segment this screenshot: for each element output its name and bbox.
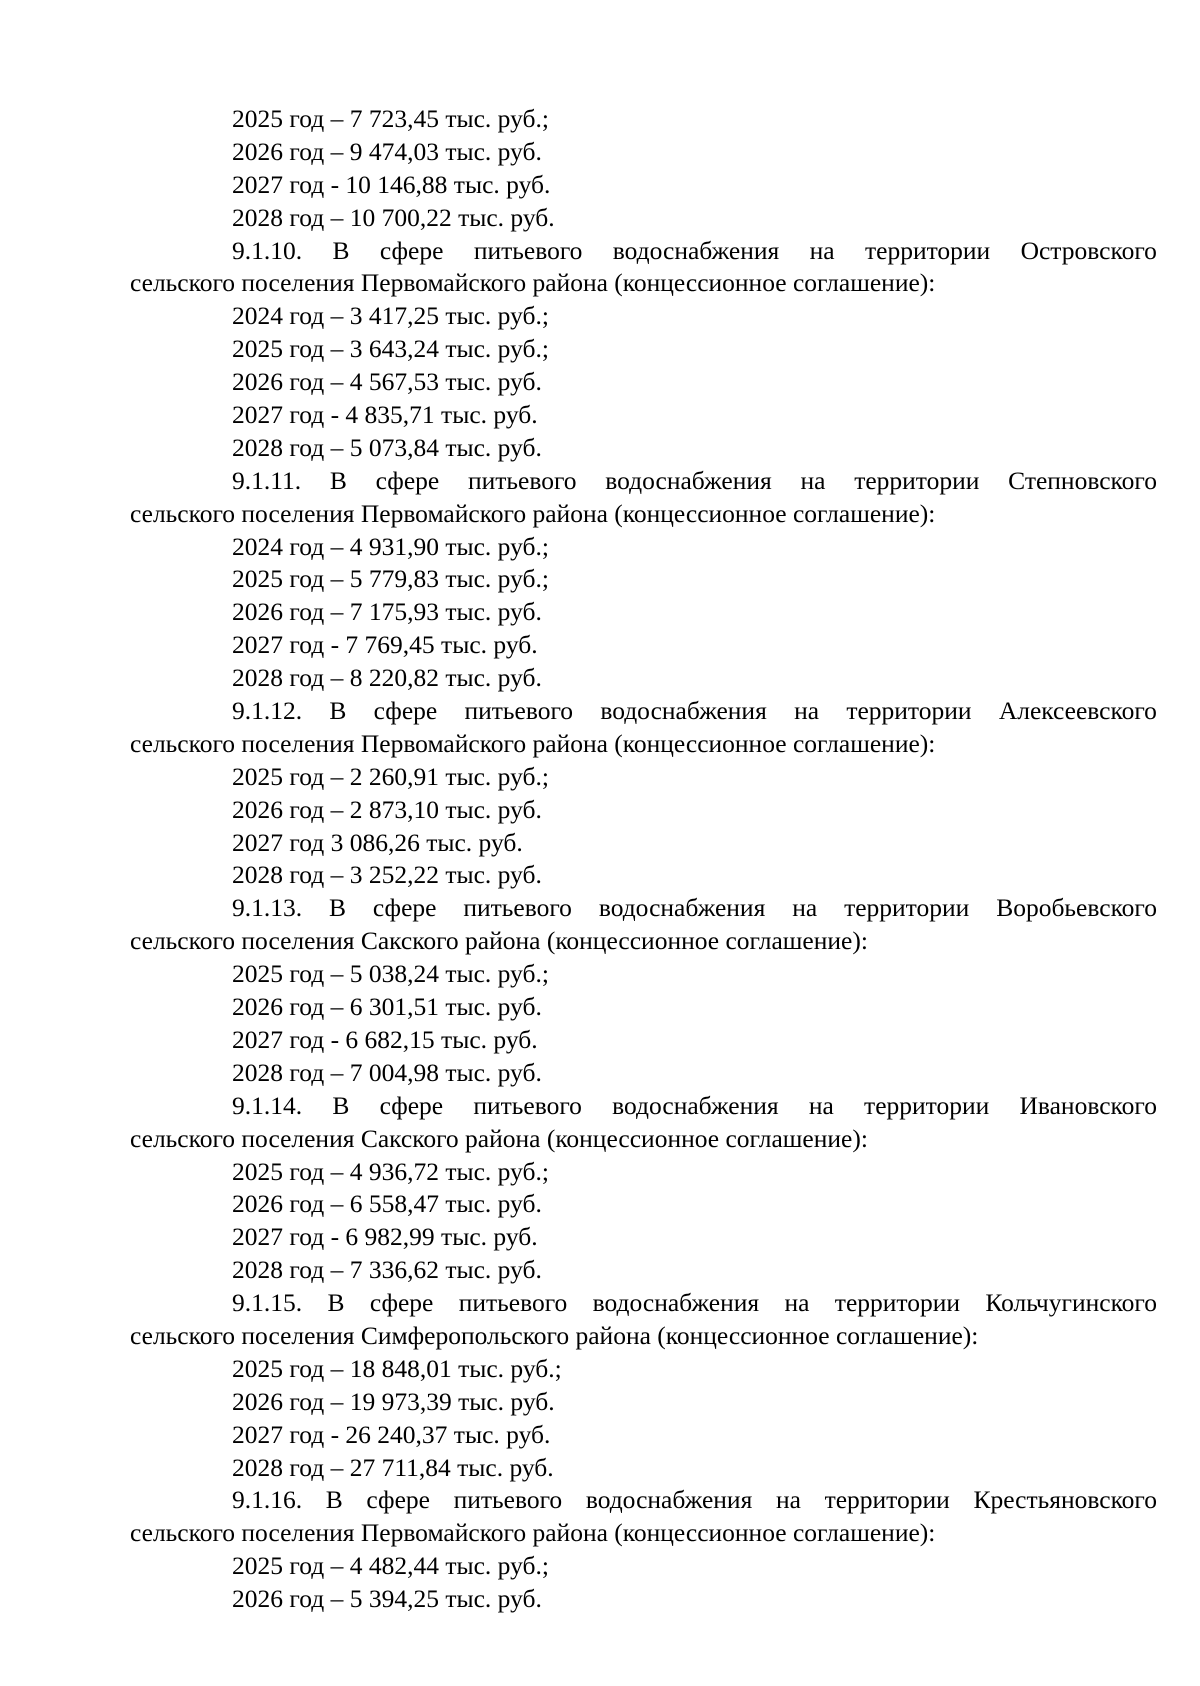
heading-word: территории [854,465,980,495]
section-block [130,1287,1157,1484]
heading-word: на [775,1485,801,1515]
heading-word: 9.1.15. [232,1288,303,1318]
amount-line: 2026 год – 9 474,03 тыс. руб. [232,136,542,166]
heading-word: на [800,465,826,495]
section-heading-continuation: сельского поселения Симферопольского района (концессионное соглашение): [130,1320,979,1350]
amount-line: 2025 год – 4 936,72 тыс. руб.; [232,1156,549,1186]
amount-line: 2028 год – 7 336,62 тыс. руб. [232,1255,542,1285]
heading-word: В [332,1090,350,1120]
amount-line: 2025 год – 18 848,01 тыс. руб.; [232,1353,562,1383]
amount-line: 2024 год – 4 931,90 тыс. руб.; [232,531,549,561]
amount-line: 2025 год – 5 779,83 тыс. руб.; [232,564,549,594]
document-page [130,103,1157,1616]
amount-line: 2028 год – 5 073,84 тыс. руб. [232,432,542,462]
amount-line: 2025 год – 7 723,45 тыс. руб.; [232,104,549,133]
heading-word: сфере [375,465,440,495]
amount-line: 2026 год – 4 567,53 тыс. руб. [232,367,542,397]
heading-word: В [332,235,350,265]
heading-word: питьевого [467,465,577,495]
heading-word: водоснабжения [605,465,772,495]
section-heading [130,465,1157,498]
section-heading [130,1287,1157,1320]
heading-word: сфере [372,893,437,923]
amount-line: 2027 год - 10 146,88 тыс. руб. [232,169,551,199]
amount-line: 2025 год – 2 260,91 тыс. руб.; [232,761,549,791]
heading-word: 9.1.16. [232,1485,303,1515]
section-heading [130,1484,1157,1517]
heading-word: Алексеевского [998,696,1157,726]
heading-word: водоснабжения [612,1090,779,1120]
section-heading [130,695,1157,728]
amount-line: 2028 год – 3 252,22 тыс. руб. [232,860,542,890]
section-heading-continuation: сельского поселения Сакского района (концессионное соглашение): [130,1123,868,1153]
heading-word: территории [834,1288,961,1318]
amount-line: 2025 год – 3 643,24 тыс. руб.; [232,334,549,364]
amount-line: 2026 год – 6 558,47 тыс. руб. [232,1189,542,1219]
section-heading-continuation: сельского поселения Первомайского района (концессионное соглашение): [130,498,936,528]
section-heading-continuation: сельского поселения Сакского района (концессионное соглашение): [130,926,868,956]
heading-word: территории [844,893,970,923]
amount-line: 2028 год – 8 220,82 тыс. руб. [232,663,542,693]
heading-word: питьевого [473,1090,582,1120]
heading-word: водоснабжения [592,1288,760,1318]
section-block [130,235,1157,465]
section-heading-continuation: сельского поселения Первомайского района (концессионное соглашение): [130,268,936,298]
heading-word: территории [824,1485,950,1515]
heading-word: В [325,1485,343,1515]
amount-line: 2027 год - 4 835,71 тыс. руб. [232,400,538,430]
heading-word: В [327,1288,345,1318]
heading-word: Ивановского [1019,1090,1157,1120]
amount-line: 2025 год – 4 482,44 тыс. руб.; [232,1551,549,1581]
heading-word: сфере [379,235,444,265]
heading-word: 9.1.14. [232,1090,303,1120]
section-heading [130,1090,1157,1123]
section-block [130,465,1157,695]
section-block [130,892,1157,1089]
amount-line: 2027 год - 6 982,99 тыс. руб. [232,1222,538,1252]
section-heading-continuation: сельского поселения Первомайского района (концессионное соглашение): [130,728,936,758]
heading-word: 9.1.10. [232,235,303,265]
heading-word: питьевого [464,696,574,726]
heading-word: водоснабжения [600,696,767,726]
heading-word: на [794,696,820,726]
heading-word: на [809,235,835,265]
heading-word: питьевого [473,235,583,265]
heading-word: В [329,465,347,495]
heading-word: Островского [1020,235,1157,265]
heading-word: сфере [369,1288,434,1318]
sections-list [130,235,1157,1616]
heading-word: на [792,893,818,923]
heading-word: 9.1.11. [232,465,302,495]
section-block [130,1090,1157,1287]
heading-word: Степновского [1008,465,1157,495]
amount-line: 2026 год – 5 394,25 тыс. руб. [232,1584,542,1614]
section-block [130,1484,1157,1616]
heading-word: территории [864,235,991,265]
section-heading [130,235,1157,268]
heading-word: Воробьевского [996,893,1157,923]
amount-line: 2026 год – 2 873,10 тыс. руб. [232,794,542,824]
heading-word: водоснабжения [598,893,766,923]
heading-word: Кольчугинского [985,1288,1157,1318]
amount-line: 2028 год – 27 711,84 тыс. руб. [232,1452,554,1482]
amount-line: 2025 год – 5 038,24 тыс. руб.; [232,959,549,989]
heading-word: Крестьяновского [973,1485,1157,1515]
section-heading-continuation: сельского поселения Первомайского района (концессионное соглашение): [130,1518,936,1548]
section-heading [130,892,1157,925]
heading-word: водоснабжения [612,235,780,265]
amount-line: 2026 год – 19 973,39 тыс. руб. [232,1386,555,1416]
amount-line: 2024 год – 3 417,25 тыс. руб.; [232,301,549,331]
heading-word: территории [846,696,972,726]
heading-word: В [329,696,347,726]
amount-line: 2027 год - 6 682,15 тыс. руб. [232,1024,538,1054]
heading-word: сфере [366,1485,430,1515]
heading-word: водоснабжения [585,1485,753,1515]
amount-line: 2027 год - 26 240,37 тыс. руб. [232,1419,551,1449]
heading-word: сфере [379,1090,444,1120]
section-block [130,695,1157,892]
heading-word: В [329,893,347,923]
amount-line: 2028 год – 7 004,98 тыс. руб. [232,1057,542,1087]
heading-word: на [784,1288,810,1318]
heading-word: 9.1.12. [232,696,303,726]
intro-lines [130,103,1157,235]
amount-line: 2028 год – 10 700,22 тыс. руб. [232,202,555,232]
amount-line: 2026 год – 6 301,51 тыс. руб. [232,992,542,1022]
amount-line: 2026 год – 7 175,93 тыс. руб. [232,597,542,627]
heading-word: питьевого [458,1288,568,1318]
amount-line: 2027 год - 7 769,45 тыс. руб. [232,630,538,660]
amount-line: 2027 год 3 086,26 тыс. руб. [232,827,523,857]
heading-word: 9.1.13. [232,893,303,923]
heading-word: питьевого [463,893,572,923]
heading-word: территории [864,1090,990,1120]
heading-word: питьевого [453,1485,563,1515]
heading-word: на [808,1090,834,1120]
heading-word: сфере [373,696,438,726]
